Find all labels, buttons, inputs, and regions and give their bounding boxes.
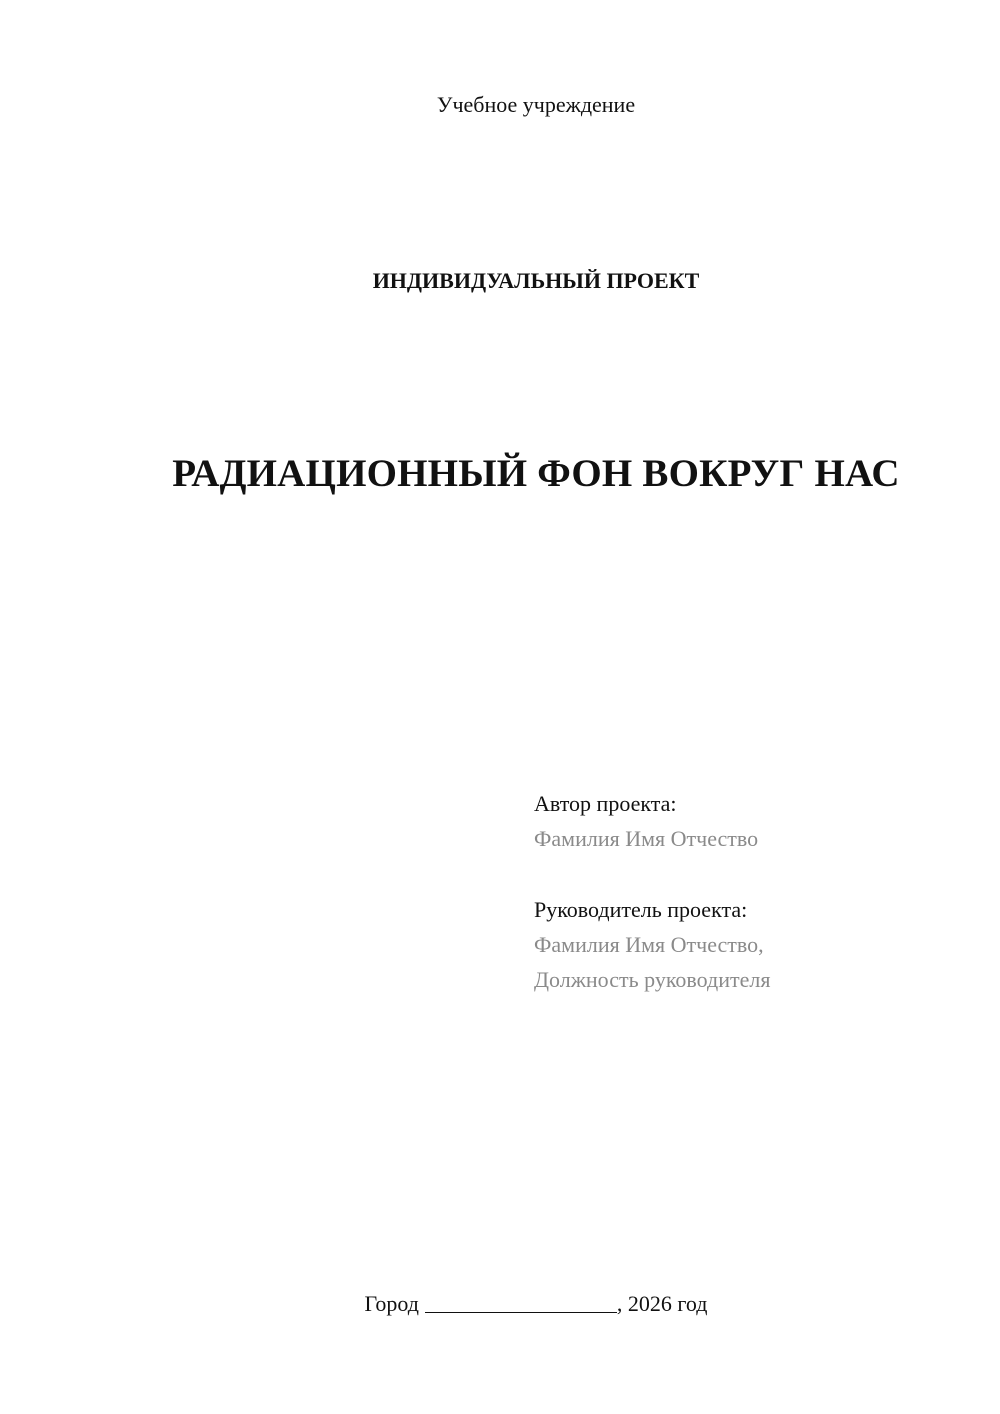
- supervisor-label: Руководитель проекта:: [534, 897, 748, 922]
- city-label: Город: [364, 1291, 419, 1316]
- author-block: [534, 786, 974, 856]
- supervisor-position-placeholder: Должность руководителя: [534, 967, 771, 992]
- supervisor-block: [534, 892, 974, 997]
- footer-city-year: [0, 1288, 1000, 1320]
- project-type-heading: ИНДИВИДУАЛЬНЫЙ ПРОЕКТ: [372, 268, 700, 293]
- author-name-placeholder: Фамилия Имя Отчество: [534, 826, 759, 851]
- author-label: Автор проекта:: [534, 791, 677, 816]
- year-text: , 2026 год: [616, 1291, 708, 1316]
- supervisor-name-placeholder: Фамилия Имя Отчество,: [534, 932, 764, 957]
- city-blank-line: [425, 1292, 617, 1313]
- institution-name: Учебное учреждение: [436, 92, 636, 117]
- project-title: РАДИАЦИОННЫЙ ФОН ВОКРУГ НАС: [172, 452, 900, 495]
